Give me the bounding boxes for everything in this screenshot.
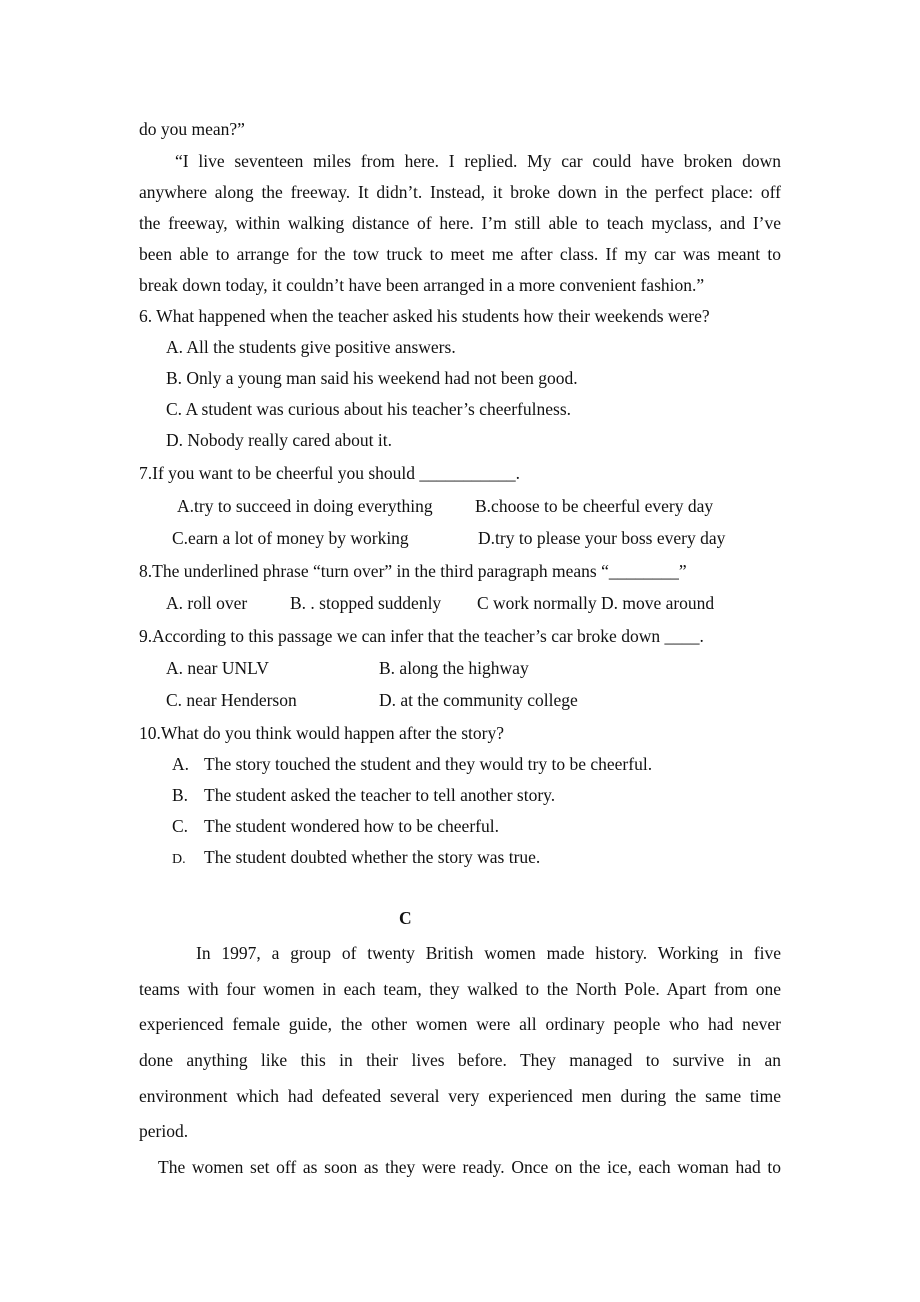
question-9-option-b: B. along the highway bbox=[379, 658, 529, 678]
option-label: D. bbox=[172, 852, 186, 867]
paragraph-line: done anything like this in their lives before. They managed to survive in an bbox=[139, 1050, 781, 1070]
paragraph-line: the freeway, within walking distance of here. I’m still able to teach myclass, and I’ve bbox=[139, 213, 781, 233]
option-label: B. bbox=[172, 785, 189, 805]
question-6-option-b: B. Only a young man said his weekend had not been good. bbox=[166, 368, 578, 388]
question-7-option-a: A.try to succeed in doing everything bbox=[177, 496, 433, 516]
question-8-option-a: A. roll over bbox=[166, 593, 248, 613]
paragraph-line: anywhere along the freeway. It didn’t. Instead, it broke down in the perfect place: off bbox=[139, 182, 781, 202]
question-9-stem: 9.According to this passage we can infer that the teacher’s car broke down ____. bbox=[139, 626, 704, 646]
paragraph-line: In 1997, a group of twenty British women made history. Working in five bbox=[196, 943, 781, 963]
paragraph-line: break down today, it couldn’t have been arranged in a more convenient fashion.” bbox=[139, 275, 705, 295]
option-label: A. bbox=[172, 754, 190, 774]
paragraph-line: been able to arrange for the tow truck to meet me after class. If my car was meant to bbox=[139, 244, 781, 264]
question-7-stem: 7.If you want to be cheerful you should ___________. bbox=[139, 463, 521, 483]
question-10-option-c bbox=[172, 815, 499, 837]
option-text: The story touched the student and they would try to be cheerful. bbox=[204, 754, 653, 774]
option-text: The student asked the teacher to tell another story. bbox=[204, 785, 556, 805]
paragraph-line: teams with four women in each team, they walked to the North Pole. Apart from one bbox=[139, 979, 781, 999]
question-10-option-a bbox=[172, 753, 652, 775]
question-7-option-c: C.earn a lot of money by working bbox=[172, 528, 409, 548]
paragraph-line: experienced female guide, the other women were all ordinary people who had never bbox=[139, 1014, 781, 1034]
section-heading-c: C bbox=[399, 908, 412, 928]
question-10-option-d bbox=[172, 846, 540, 868]
question-8-option-b: B. . stopped suddenly bbox=[290, 593, 442, 613]
question-6-option-d: D. Nobody really cared about it. bbox=[166, 430, 392, 450]
paragraph-line: The women set off as soon as they were ready. Once on the ice, each woman had to bbox=[158, 1157, 781, 1177]
option-text: The student doubted whether the story was true. bbox=[204, 847, 541, 867]
question-7-option-d: D.try to please your boss every day bbox=[478, 528, 726, 548]
option-text: The student wondered how to be cheerful. bbox=[204, 816, 499, 836]
question-6-stem: 6. What happened when the teacher asked his students how their weekends were? bbox=[139, 306, 710, 326]
question-9-option-d: D. at the community college bbox=[379, 690, 578, 710]
question-9-option-c: C. near Henderson bbox=[166, 690, 297, 710]
passage-continuation: do you mean?” bbox=[139, 119, 245, 139]
question-6-option-c: C. A student was curious about his teacher’s cheerfulness. bbox=[166, 399, 572, 419]
question-7-option-b: B.choose to be cheerful every day bbox=[475, 496, 714, 516]
question-10-stem: 10.What do you think would happen after the story? bbox=[139, 723, 504, 743]
question-8-option-cd: C work normally D. move around bbox=[477, 593, 715, 613]
question-6-option-a: A. All the students give positive answers. bbox=[166, 337, 456, 357]
question-8-stem: 8.The underlined phrase “turn over” in the third paragraph means “________” bbox=[139, 561, 687, 581]
question-9-option-a: A. near UNLV bbox=[166, 658, 269, 678]
option-label: C. bbox=[172, 816, 189, 836]
paragraph-line: “I live seventeen miles from here. I replied. My car could have broken down bbox=[175, 151, 781, 171]
question-10-option-b bbox=[172, 784, 555, 806]
paragraph-line: environment which had defeated several very experienced men during the same time bbox=[139, 1086, 781, 1106]
paragraph-line: period. bbox=[139, 1121, 189, 1141]
